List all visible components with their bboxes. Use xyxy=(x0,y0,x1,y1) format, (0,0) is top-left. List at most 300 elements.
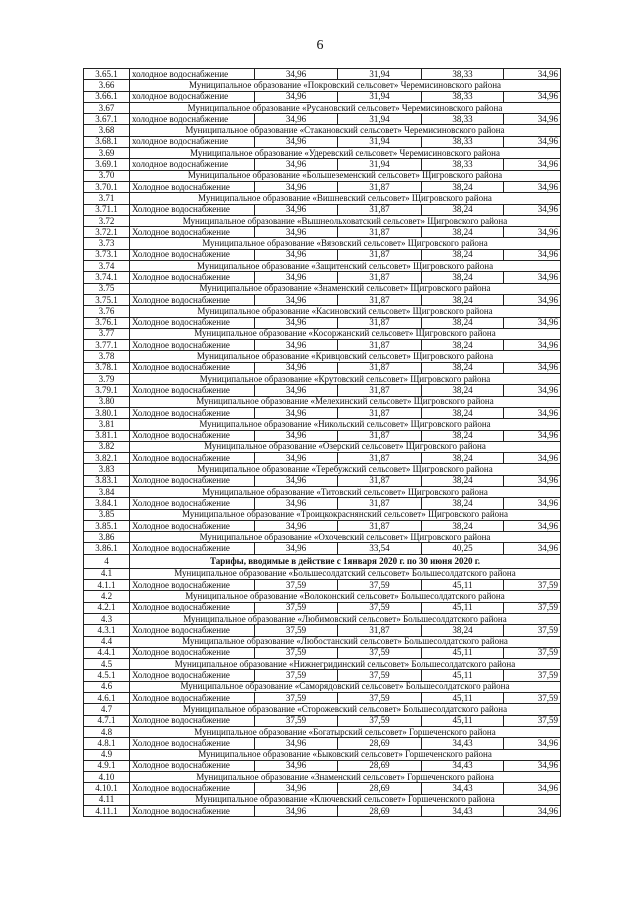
municipality-name: Муниципальное образование «Крутовский сельсовет» Щигровского района xyxy=(130,374,561,385)
row-number: 4.2.1 xyxy=(84,602,130,613)
municipality-row xyxy=(84,464,561,475)
row-number: 4.11 xyxy=(84,794,130,805)
row-number: 4.1 xyxy=(84,568,130,579)
row-number: 3.76 xyxy=(84,306,130,317)
row-number: 3.75.1 xyxy=(84,294,130,305)
tariff-value-2: 28,69 xyxy=(338,783,422,794)
tariff-row xyxy=(84,806,561,817)
service-label: Холодное водоснабжение xyxy=(130,385,255,396)
row-number: 3.79 xyxy=(84,374,130,385)
row-number: 4.5.1 xyxy=(84,670,130,681)
tariff-value-1: 34,96 xyxy=(255,272,338,283)
tariff-value-4: 34,96 xyxy=(504,783,561,794)
tariff-value-4: 34,96 xyxy=(504,385,561,396)
row-number: 3.65.1 xyxy=(84,69,130,80)
tariff-value-1: 34,96 xyxy=(255,738,338,749)
tariff-value-1: 34,96 xyxy=(255,294,338,305)
service-label: Холодное водоснабжение xyxy=(130,738,255,749)
tariff-value-4: 34,96 xyxy=(504,272,561,283)
service-label: Холодное водоснабжение xyxy=(130,693,255,704)
tariff-value-2: 31,87 xyxy=(338,272,422,283)
tariff-value-3: 34,43 xyxy=(422,738,504,749)
municipality-row xyxy=(84,170,561,181)
municipality-name: Муниципальное образование «Стакановский сельсовет» Черемисиновского района xyxy=(130,125,561,136)
tariff-value-3: 38,24 xyxy=(422,272,504,283)
row-number: 3.73.1 xyxy=(84,249,130,260)
tariff-value-3: 38,24 xyxy=(422,340,504,351)
row-number: 4.10.1 xyxy=(84,783,130,794)
row-number: 4.3 xyxy=(84,613,130,624)
row-number: 3.72 xyxy=(84,215,130,226)
row-number: 3.80.1 xyxy=(84,407,130,418)
tariff-value-1: 34,96 xyxy=(255,407,338,418)
row-number: 3.75 xyxy=(84,283,130,294)
row-number: 3.71 xyxy=(84,193,130,204)
tariff-value-1: 34,96 xyxy=(255,227,338,238)
municipality-row xyxy=(84,659,561,670)
tariff-value-3: 38,24 xyxy=(422,520,504,531)
municipality-name: Муниципальное образование «Богатырский сельсовет» Горшеченского района xyxy=(130,726,561,737)
tariff-value-3: 40,25 xyxy=(422,543,504,554)
tariff-value-3: 38,24 xyxy=(422,625,504,636)
tariff-value-4: 34,96 xyxy=(504,136,561,147)
row-number: 3.66.1 xyxy=(84,91,130,102)
municipality-row xyxy=(84,215,561,226)
service-label: Холодное водоснабжение xyxy=(130,670,255,681)
tariff-value-3: 34,43 xyxy=(422,783,504,794)
municipality-name: Муниципальное образование «Саморядовский сельсовет» Большесолдатского района xyxy=(130,681,561,692)
tariff-value-2: 28,69 xyxy=(338,806,422,817)
municipality-name: Муниципальное образование «Охочевский сельсовет» Щигровского района xyxy=(130,532,561,543)
tariff-value-4: 34,96 xyxy=(504,69,561,80)
row-number: 3.67.1 xyxy=(84,114,130,125)
row-number: 3.85 xyxy=(84,509,130,520)
tariff-value-2: 31,87 xyxy=(338,453,422,464)
tariff-value-2: 31,94 xyxy=(338,114,422,125)
municipality-name: Муниципальное образование «Теребужский сельсовет» Щигровского района xyxy=(130,464,561,475)
tariff-value-1: 34,96 xyxy=(255,760,338,771)
tariff-value-2: 33,54 xyxy=(338,543,422,554)
municipality-row xyxy=(84,509,561,520)
tariff-value-3: 38,24 xyxy=(422,294,504,305)
row-number: 3.73 xyxy=(84,238,130,249)
tariff-value-3: 38,24 xyxy=(422,181,504,192)
tariff-value-3: 38,24 xyxy=(422,317,504,328)
tariff-value-2: 31,87 xyxy=(338,385,422,396)
row-number: 4.2 xyxy=(84,591,130,602)
service-label: холодное водоснабжение xyxy=(130,91,255,102)
municipality-name: Муниципальное образование «Ключевский сельсовет» Горшеченского района xyxy=(130,794,561,805)
service-label: Холодное водоснабжение xyxy=(130,520,255,531)
tariff-row xyxy=(84,738,561,749)
tariff-row xyxy=(84,362,561,373)
tariff-table-body xyxy=(84,69,561,817)
row-number: 3.77 xyxy=(84,328,130,339)
municipality-row xyxy=(84,283,561,294)
service-label: Холодное водоснабжение xyxy=(130,294,255,305)
tariff-value-4: 34,96 xyxy=(504,340,561,351)
row-number: 3.70 xyxy=(84,170,130,181)
tariff-value-4: 37,59 xyxy=(504,602,561,613)
tariff-value-4: 34,96 xyxy=(504,430,561,441)
tariff-table xyxy=(83,68,561,817)
tariff-value-2: 37,59 xyxy=(338,670,422,681)
tariff-row xyxy=(84,69,561,80)
row-number: 3.83.1 xyxy=(84,475,130,486)
tariff-row xyxy=(84,453,561,464)
tariff-value-1: 34,96 xyxy=(255,385,338,396)
service-label: Холодное водоснабжение xyxy=(130,407,255,418)
tariff-value-1: 34,96 xyxy=(255,475,338,486)
tariff-value-2: 31,87 xyxy=(338,227,422,238)
tariff-value-2: 31,94 xyxy=(338,136,422,147)
row-number: 4.8.1 xyxy=(84,738,130,749)
tariff-value-4: 34,96 xyxy=(504,227,561,238)
tariff-row xyxy=(84,249,561,260)
municipality-row xyxy=(84,374,561,385)
municipality-name: Муниципальное образование «Троицкокраснянский сельсовет» Щигровского района xyxy=(130,509,561,520)
tariff-row xyxy=(84,385,561,396)
tariff-row xyxy=(84,783,561,794)
tariff-value-4: 34,96 xyxy=(504,453,561,464)
tariff-value-1: 34,96 xyxy=(255,159,338,170)
municipality-row xyxy=(84,193,561,204)
tariff-row xyxy=(84,340,561,351)
tariff-value-1: 37,59 xyxy=(255,625,338,636)
service-label: Холодное водоснабжение xyxy=(130,543,255,554)
tariff-value-4: 34,96 xyxy=(504,475,561,486)
tariff-value-4: 34,96 xyxy=(504,114,561,125)
municipality-name: Муниципальное образование «Любостанский сельсовет» Большесолдатского района xyxy=(130,636,561,647)
tariff-row xyxy=(84,580,561,591)
tariff-value-1: 34,96 xyxy=(255,453,338,464)
tariff-value-3: 38,24 xyxy=(422,362,504,373)
tariff-value-3: 45,11 xyxy=(422,715,504,726)
row-number: 3.78 xyxy=(84,351,130,362)
row-number: 3.81.1 xyxy=(84,430,130,441)
service-label: Холодное водоснабжение xyxy=(130,272,255,283)
municipality-name: Муниципальное образование «Никольский сельсовет» Щигровского района xyxy=(130,419,561,430)
row-number: 3.80 xyxy=(84,396,130,407)
tariff-value-2: 37,59 xyxy=(338,580,422,591)
tariff-value-1: 37,59 xyxy=(255,670,338,681)
tariff-value-3: 38,24 xyxy=(422,227,504,238)
municipality-row xyxy=(84,636,561,647)
tariff-row xyxy=(84,136,561,147)
tariff-row xyxy=(84,227,561,238)
tariff-value-3: 38,24 xyxy=(422,204,504,215)
tariff-value-2: 31,87 xyxy=(338,181,422,192)
tariff-value-2: 37,59 xyxy=(338,715,422,726)
row-number: 3.86 xyxy=(84,532,130,543)
municipality-row xyxy=(84,441,561,452)
tariff-value-1: 34,96 xyxy=(255,91,338,102)
row-number: 4.9 xyxy=(84,749,130,760)
tariff-value-4: 37,59 xyxy=(504,647,561,658)
tariff-value-3: 38,33 xyxy=(422,114,504,125)
municipality-name: Муниципальное образование «Кривцовский сельсовет» Щигровского района xyxy=(130,351,561,362)
municipality-row xyxy=(84,238,561,249)
service-label: Холодное водоснабжение xyxy=(130,362,255,373)
municipality-row xyxy=(84,125,561,136)
tariff-value-1: 37,59 xyxy=(255,715,338,726)
row-number: 4.10 xyxy=(84,772,130,783)
section-title: Тарифы, вводимые в действие с 1января 2020 г. по 30 июня 2020 г. xyxy=(130,554,561,568)
tariff-value-1: 34,96 xyxy=(255,520,338,531)
tariff-row xyxy=(84,715,561,726)
tariff-row xyxy=(84,159,561,170)
tariff-value-1: 34,96 xyxy=(255,136,338,147)
tariff-value-4: 34,96 xyxy=(504,204,561,215)
service-label: холодное водоснабжение xyxy=(130,159,255,170)
tariff-value-4: 34,96 xyxy=(504,317,561,328)
tariff-value-2: 31,87 xyxy=(338,407,422,418)
row-number: 3.76.1 xyxy=(84,317,130,328)
tariff-value-2: 31,94 xyxy=(338,91,422,102)
row-number: 3.68 xyxy=(84,125,130,136)
municipality-name: Муниципальное образование «Титовский сельсовет» Щигровского района xyxy=(130,486,561,497)
tariff-value-1: 34,96 xyxy=(255,69,338,80)
municipality-name: Муниципальное образование «Знаменский сельсовет» Щигровского района xyxy=(130,283,561,294)
municipality-name: Муниципальное образование «Знаменский сельсовет» Горшеченского района xyxy=(130,772,561,783)
municipality-name: Муниципальное образование «Волоконский сельсовет» Большесолдатского района xyxy=(130,591,561,602)
tariff-value-3: 38,33 xyxy=(422,159,504,170)
tariff-value-3: 45,11 xyxy=(422,580,504,591)
tariff-value-2: 31,87 xyxy=(338,475,422,486)
tariff-value-4: 34,96 xyxy=(504,543,561,554)
row-number: 3.70.1 xyxy=(84,181,130,192)
service-label: Холодное водоснабжение xyxy=(130,475,255,486)
row-number: 4.6.1 xyxy=(84,693,130,704)
row-number: 3.82.1 xyxy=(84,453,130,464)
tariff-value-1: 34,96 xyxy=(255,317,338,328)
service-label: Холодное водоснабжение xyxy=(130,806,255,817)
tariff-value-1: 34,96 xyxy=(255,362,338,373)
tariff-value-3: 34,43 xyxy=(422,806,504,817)
tariff-value-1: 34,96 xyxy=(255,806,338,817)
row-number: 3.78.1 xyxy=(84,362,130,373)
tariff-value-3: 38,33 xyxy=(422,136,504,147)
tariff-value-2: 31,87 xyxy=(338,294,422,305)
service-label: Холодное водоснабжение xyxy=(130,602,255,613)
municipality-name: Муниципальное образование «Мелехинский сельсовет» Щигровского района xyxy=(130,396,561,407)
municipality-row xyxy=(84,568,561,579)
tariff-value-4: 34,96 xyxy=(504,806,561,817)
municipality-name: Муниципальное образование «Удеревский сельсовет» Черемисиновского района xyxy=(130,148,561,159)
row-number: 4.8 xyxy=(84,726,130,737)
row-number: 3.66 xyxy=(84,80,130,91)
row-number: 3.72.1 xyxy=(84,227,130,238)
tariff-value-3: 38,24 xyxy=(422,385,504,396)
tariff-value-4: 34,96 xyxy=(504,498,561,509)
section-number: 4 xyxy=(84,554,130,568)
row-number: 3.82 xyxy=(84,441,130,452)
tariff-row xyxy=(84,91,561,102)
tariff-row xyxy=(84,204,561,215)
row-number: 3.69.1 xyxy=(84,159,130,170)
tariff-row xyxy=(84,317,561,328)
municipality-name: Муниципальное образование «Вишневский сельсовет» Щигровского района xyxy=(130,193,561,204)
tariff-value-4: 34,96 xyxy=(504,159,561,170)
municipality-row xyxy=(84,486,561,497)
tariff-value-3: 38,24 xyxy=(422,453,504,464)
service-label: холодное водоснабжение xyxy=(130,114,255,125)
tariff-row xyxy=(84,543,561,554)
municipality-name: Муниципальное образование «Русановский сельсовет» Черемисиновского района xyxy=(130,102,561,113)
tariff-value-3: 38,33 xyxy=(422,69,504,80)
service-label: Холодное водоснабжение xyxy=(130,181,255,192)
tariff-row xyxy=(84,670,561,681)
service-label: Холодное водоснабжение xyxy=(130,317,255,328)
municipality-name: Муниципальное образование «Нижнегридинский сельсовет» Большесолдатского района xyxy=(130,659,561,670)
tariff-value-1: 34,96 xyxy=(255,543,338,554)
municipality-name: Муниципальное образование «Большесолдатский сельсовет» Большесолдатского района xyxy=(130,568,561,579)
page-number: 6 xyxy=(316,38,324,53)
service-label: холодное водоснабжение xyxy=(130,69,255,80)
service-label: Холодное водоснабжение xyxy=(130,227,255,238)
service-label: Холодное водоснабжение xyxy=(130,715,255,726)
tariff-value-4: 34,96 xyxy=(504,520,561,531)
tariff-row xyxy=(84,498,561,509)
tariff-value-3: 34,43 xyxy=(422,760,504,771)
municipality-name: Муниципальное образование «Защитенский сельсовет» Щигровского района xyxy=(130,261,561,272)
tariff-value-3: 38,33 xyxy=(422,91,504,102)
service-label: Холодное водоснабжение xyxy=(130,580,255,591)
row-number: 4.11.1 xyxy=(84,806,130,817)
tariff-value-4: 34,96 xyxy=(504,91,561,102)
tariff-value-3: 45,11 xyxy=(422,602,504,613)
tariff-row xyxy=(84,520,561,531)
tariff-value-2: 31,94 xyxy=(338,159,422,170)
tariff-value-4: 34,96 xyxy=(504,181,561,192)
municipality-name: Муниципальное образование «Касиновский сельсовет» Щигровского района xyxy=(130,306,561,317)
tariff-value-1: 34,96 xyxy=(255,181,338,192)
row-number: 3.81 xyxy=(84,419,130,430)
service-label: Холодное водоснабжение xyxy=(130,340,255,351)
tariff-value-1: 37,59 xyxy=(255,693,338,704)
municipality-row xyxy=(84,749,561,760)
tariff-row xyxy=(84,760,561,771)
tariff-value-4: 37,59 xyxy=(504,715,561,726)
municipality-name: Муниципальное образование «Покровский сельсовет» Черемисиновского района xyxy=(130,80,561,91)
row-number: 3.86.1 xyxy=(84,543,130,554)
tariff-value-2: 31,87 xyxy=(338,249,422,260)
tariff-value-1: 34,96 xyxy=(255,430,338,441)
service-label: Холодное водоснабжение xyxy=(130,783,255,794)
section-header-row xyxy=(84,554,561,568)
tariff-value-2: 31,87 xyxy=(338,340,422,351)
tariff-value-4: 34,96 xyxy=(504,407,561,418)
row-number: 3.68.1 xyxy=(84,136,130,147)
service-label: Холодное водоснабжение xyxy=(130,453,255,464)
tariff-row xyxy=(84,430,561,441)
tariff-value-2: 31,87 xyxy=(338,204,422,215)
row-number: 3.77.1 xyxy=(84,340,130,351)
tariff-value-2: 31,87 xyxy=(338,498,422,509)
tariff-value-2: 31,94 xyxy=(338,69,422,80)
municipality-row xyxy=(84,704,561,715)
row-number: 3.74.1 xyxy=(84,272,130,283)
tariff-row xyxy=(84,602,561,613)
tariff-value-1: 37,59 xyxy=(255,580,338,591)
row-number: 3.74 xyxy=(84,261,130,272)
municipality-name: Муниципальное образование «Сторожевский сельсовет» Большесолдатского района xyxy=(130,704,561,715)
tariff-value-2: 31,87 xyxy=(338,520,422,531)
row-number: 3.79.1 xyxy=(84,385,130,396)
row-number: 3.84 xyxy=(84,486,130,497)
row-number: 4.1.1 xyxy=(84,580,130,591)
row-number: 3.67 xyxy=(84,102,130,113)
tariff-value-2: 31,87 xyxy=(338,625,422,636)
tariff-value-4: 37,59 xyxy=(504,670,561,681)
service-label: Холодное водоснабжение xyxy=(130,430,255,441)
tariff-value-1: 34,96 xyxy=(255,249,338,260)
row-number: 4.4 xyxy=(84,636,130,647)
tariff-value-2: 31,87 xyxy=(338,317,422,328)
row-number: 3.71.1 xyxy=(84,204,130,215)
municipality-name: Муниципальное образование «Быковский сельсовет» Горшеченского района xyxy=(130,749,561,760)
municipality-name: Муниципальное образование «Косоржанский сельсовет» Щигровского района xyxy=(130,328,561,339)
municipality-row xyxy=(84,328,561,339)
tariff-row xyxy=(84,647,561,658)
municipality-name: Муниципальное образование «Большеземенский сельсовет» Щигровского района xyxy=(130,170,561,181)
service-label: холодное водоснабжение xyxy=(130,136,255,147)
tariff-value-2: 31,87 xyxy=(338,362,422,373)
municipality-name: Муниципальное образование «Любимовский сельсовет» Большесолдатского района xyxy=(130,613,561,624)
row-number: 4.7 xyxy=(84,704,130,715)
row-number: 4.3.1 xyxy=(84,625,130,636)
tariff-row xyxy=(84,114,561,125)
tariff-row xyxy=(84,294,561,305)
tariff-value-4: 34,96 xyxy=(504,760,561,771)
tariff-value-3: 45,11 xyxy=(422,693,504,704)
tariff-value-4: 34,96 xyxy=(504,738,561,749)
tariff-row xyxy=(84,693,561,704)
tariff-value-1: 37,59 xyxy=(255,647,338,658)
row-number: 4.7.1 xyxy=(84,715,130,726)
service-label: Холодное водоснабжение xyxy=(130,760,255,771)
municipality-row xyxy=(84,351,561,362)
row-number: 3.69 xyxy=(84,148,130,159)
municipality-name: Муниципальное образование «Вязовский сельсовет» Щигровского района xyxy=(130,238,561,249)
municipality-row xyxy=(84,772,561,783)
tariff-value-3: 38,24 xyxy=(422,475,504,486)
service-label: Холодное водоснабжение xyxy=(130,249,255,260)
tariff-row xyxy=(84,625,561,636)
row-number: 3.84.1 xyxy=(84,498,130,509)
tariff-value-3: 45,11 xyxy=(422,647,504,658)
tariff-row xyxy=(84,475,561,486)
municipality-row xyxy=(84,613,561,624)
row-number: 4.6 xyxy=(84,681,130,692)
row-number: 3.83 xyxy=(84,464,130,475)
tariff-value-2: 37,59 xyxy=(338,602,422,613)
municipality-row xyxy=(84,396,561,407)
municipality-row xyxy=(84,419,561,430)
tariff-value-1: 34,96 xyxy=(255,114,338,125)
service-label: Холодное водоснабжение xyxy=(130,498,255,509)
tariff-value-3: 45,11 xyxy=(422,670,504,681)
row-number: 4.4.1 xyxy=(84,647,130,658)
row-number: 4.9.1 xyxy=(84,760,130,771)
tariff-value-4: 34,96 xyxy=(504,249,561,260)
municipality-row xyxy=(84,102,561,113)
municipality-row xyxy=(84,726,561,737)
tariff-value-4: 37,59 xyxy=(504,693,561,704)
service-label: Холодное водоснабжение xyxy=(130,647,255,658)
tariff-value-2: 37,59 xyxy=(338,647,422,658)
service-label: Холодное водоснабжение xyxy=(130,204,255,215)
